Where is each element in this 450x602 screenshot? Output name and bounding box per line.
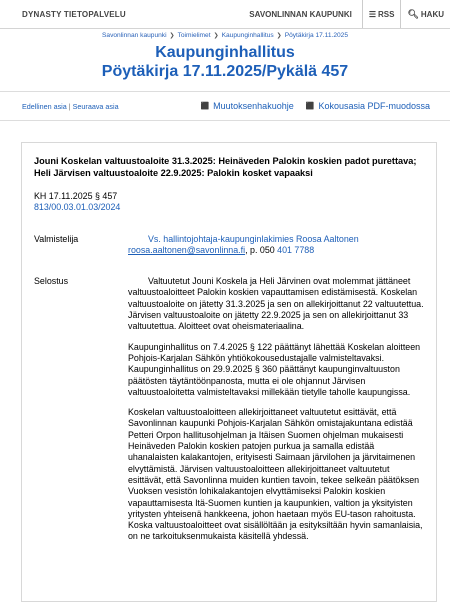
pdf-icon: ⬛ [200,103,210,110]
description-label: Selostus [34,276,69,287]
preparer-name: Vs. hallintojohtaja-kaupunginlakimies Roosa Aaltonen [148,233,359,244]
appeal-instructions-link[interactable] [200,101,293,111]
search-label: HAKU [420,9,444,19]
nav-divider: | [68,101,71,111]
breadcrumb [0,32,450,39]
pdf-label: Kokousasia PDF-muodossa [318,101,430,111]
page-title: Kaupunginhallitus [155,44,295,61]
item-reference: KH 17.11.2025 § 457 [34,191,118,201]
phone-link[interactable]: 401 7788 [277,244,315,255]
search-icon: 🔍︎ [407,8,419,19]
previous-item-link[interactable]: Edellinen asia [22,101,67,111]
preparer-email-link[interactable]: roosa.aaltonen@savonlinna.fi [128,244,246,255]
city-link[interactable]: SAVONLINNAN KAUPUNKI [249,9,352,19]
preparer-label: Valmistelija [34,233,79,244]
item-meta [34,191,424,214]
document-toolbar [0,91,450,121]
phone-prefix: , p. 050 [245,244,278,255]
top-bar [0,0,450,29]
appeal-label: Muutoksenhakuohje [213,101,294,111]
breadcrumb-item[interactable]: Toimielimet [177,32,211,39]
description-paragraph: Kaupunginhallitus on 7.4.2025 § 122 päättänyt lähettää Koskelan aloitteen Pohjois-Karjalan Sähkön yhtiökokousedustajalle valmisteltavaksi. Kaupunginhallitus on 29.9.2025 § 360 päättänyt kaupunginvaltuuston päätösten täytäntöönpanosta, mutta ei ole ohjannut Järvisen valtuustoaloitetta valmisteltavaksi millekään tietylle taholle kaupungissa. [128,341,421,397]
item-content [21,142,437,602]
preparer-row [34,234,424,257]
rss-link[interactable] [362,0,401,28]
item-navigation [22,102,188,111]
rss-label: RSS [378,9,395,19]
breadcrumb-separator-icon: ❯ [169,33,175,39]
description-body [128,276,424,552]
breadcrumb-item[interactable]: Savonlinnan kaupunki [102,32,167,39]
next-item-link[interactable]: Seuraava asia [72,101,119,111]
page-header [0,29,450,81]
search-link[interactable] [400,0,450,28]
page-subtitle: Pöytäkirja 17.11.2025/Pykälä 457 [101,63,349,80]
pdf-icon: ⬛ [305,103,315,110]
preparer-details [128,234,424,257]
description-paragraph: Koskelan valtuustoaloitteen allekirjoittaneet valtuutetut esittävät, että Savonlinnan kaupunki Pohjois-Karjalan Sähkön omistajakuntana edistää Petteri Orpon hallitusohjelman ja Itäisen Suomen ohjelman mukaisesti Heinäveden Palokin koskien patojen purkua ja samalla edistää uhanalaisten kalakantojen, erityisesti Saimaan järvilohen ja järvitaimenen elvyttämistä. Järvisen valtuustoaloitteen allekirjoittaneet valtuutetut esittävät, että Savonlinna muiden kuntien tavoin, tekee selkeän päätöksen Vuoksen vesistön lohikalakantojen elvyttämiseksi Palokin koskien vapauttamisesta Itä-Suomen kuntien ja kaupunkien, valtion ja yksityisten yritysten yhteisenä hankkeena, johon haetaan myös EU-tason rahoitusta. Koska valtuustoaloitteet ovat sisällöltään ja esityksiltään hyvin samanlaisia, on ne tarkoituksenmukaista käsitellä yhdessä. [128,407,423,542]
pdf-download-link[interactable] [306,101,430,111]
rss-icon: ☰ [368,9,376,19]
preparer-contact [128,245,424,256]
description-row [34,276,424,552]
breadcrumb-item[interactable]: Pöytäkirja 17.11.2025 [284,32,348,39]
breadcrumb-separator-icon: ❯ [213,33,219,39]
site-brand[interactable]: DYNASTY TIETOPALVELU [22,9,126,19]
diary-number[interactable]: 813/00.03.01.03/2024 [34,202,121,213]
breadcrumb-item[interactable]: Kaupunginhallitus [221,32,274,39]
description-paragraph: Valtuutetut Jouni Koskela ja Heli Järvinen ovat molemmat jättäneet valtuustoaloitteet Palokin koskien vapauttamisen edistämisestä. Koskelan valtuustoaloite on jätetty 31.3.2025 ja sen on allekirjoittanut 22 valtuutettua. Järvisen valtuustoaloite on jätetty 22.9.2025 ja sen on allekirjoittanut 33 valtuutettua. Aloitteet ovat oheismateriaalina. [128,276,424,332]
item-subject: Jouni Koskelan valtuustoaloite 31.3.2025: Heinäveden Palokin koskien padot purettava; Heli Järvisen valtuustoaloite 22.9.2025: Palokin kosket vapaaksi [34,156,417,178]
breadcrumb-separator-icon: ❯ [276,33,282,39]
